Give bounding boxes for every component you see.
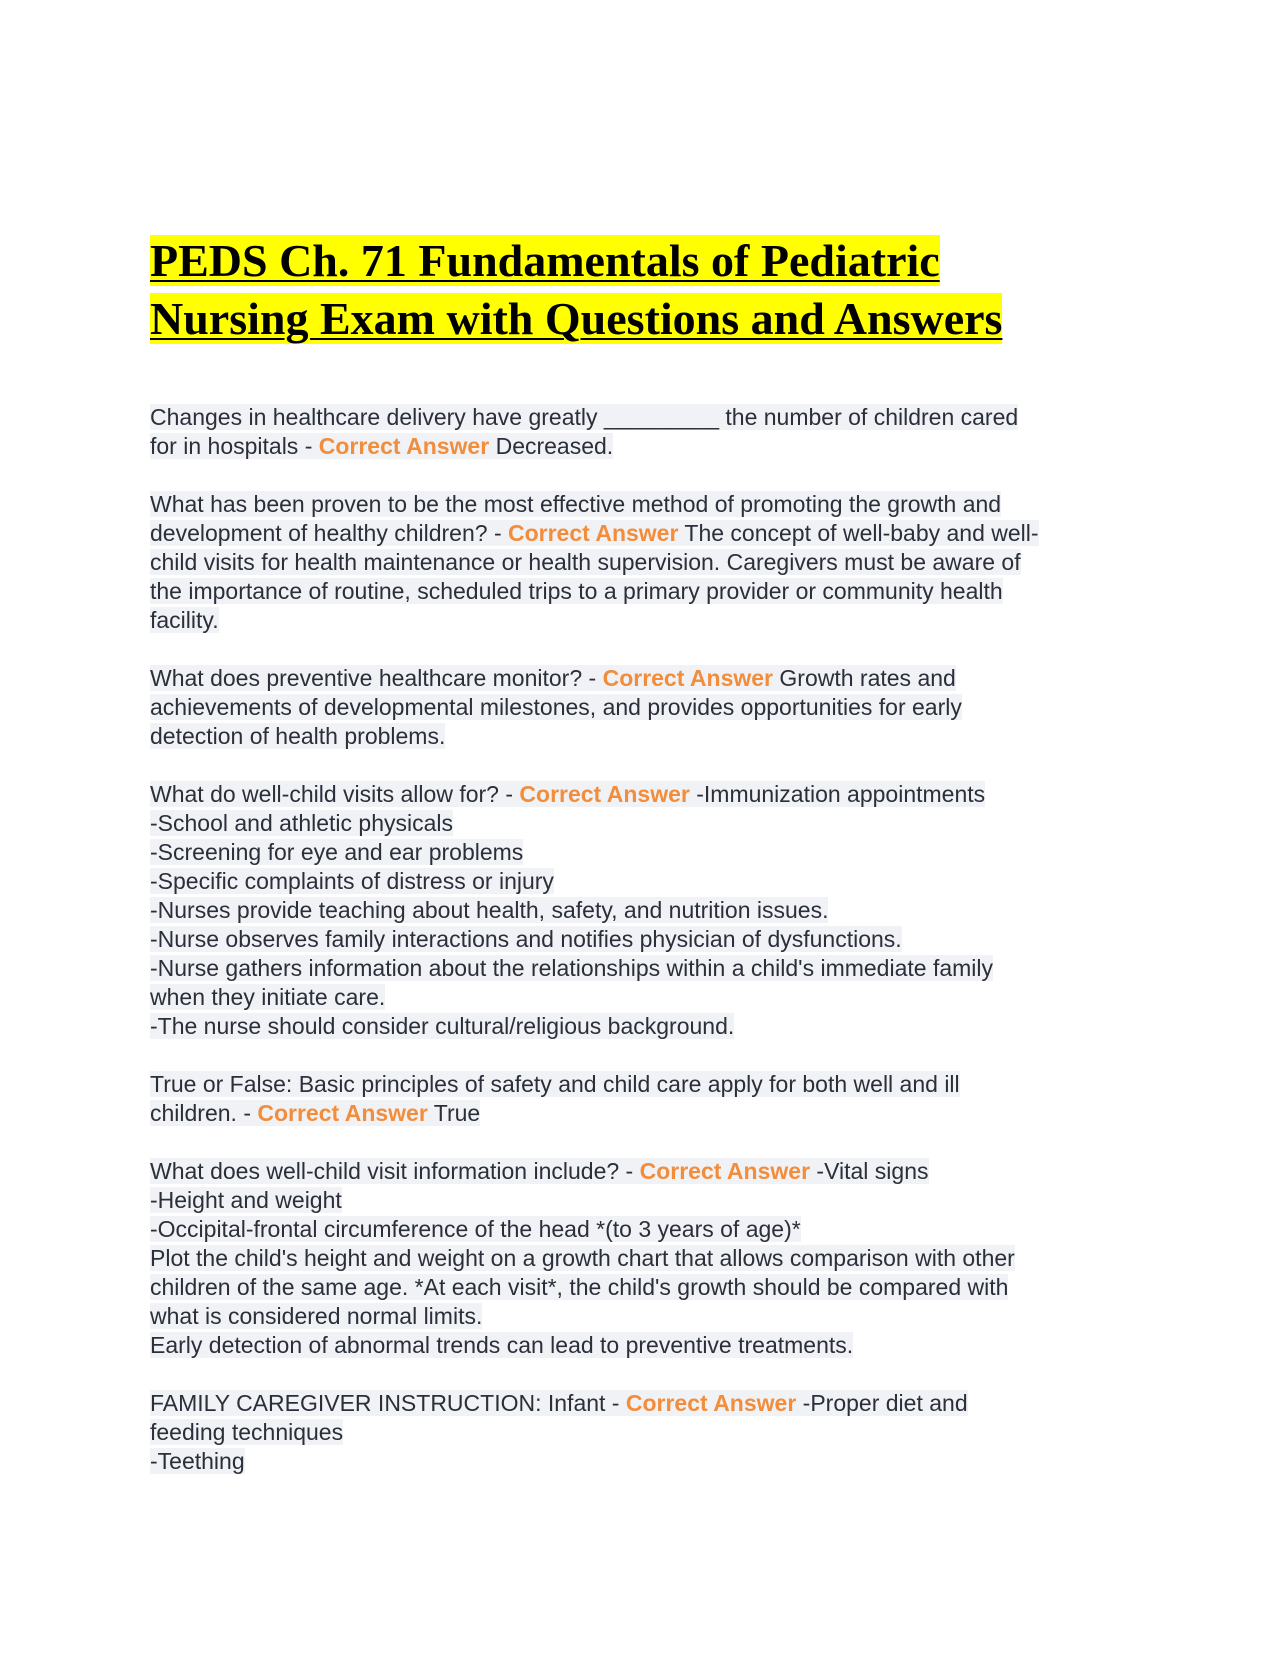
answer-text: -Nurse gathers information about the relationships within a child's immediate family	[150, 955, 994, 981]
answer-text: when they initiate care.	[150, 984, 386, 1010]
question-text: What does preventive healthcare monitor? -	[150, 665, 603, 691]
question-text: What has been proven to be the most effective method of promoting the growth and	[150, 491, 1002, 517]
qa-item	[150, 780, 1130, 1041]
qa-item	[150, 1389, 1130, 1476]
answer-text: -Proper diet and	[796, 1390, 968, 1416]
question-text: children. -	[150, 1100, 258, 1126]
question-text: for in hospitals -	[150, 433, 319, 459]
answer-text: Plot the child's height and weight on a growth chart that allows comparison with other	[150, 1245, 1015, 1271]
answer-text: -Vital signs	[810, 1158, 929, 1184]
question-text: What do well-child visits allow for? -	[150, 781, 520, 807]
document-page	[150, 232, 1130, 1505]
question-text: development of healthy children? -	[150, 520, 508, 546]
question-text: True or False: Basic principles of safety and child care apply for both well and ill	[150, 1071, 960, 1097]
answer-text: facility.	[150, 607, 219, 633]
page-title	[150, 232, 1130, 348]
qa-item	[150, 1157, 1130, 1360]
answer-text: child visits for health maintenance or health supervision. Caregivers must be aware of	[150, 549, 1021, 575]
correct-answer-label: Correct Answer	[508, 520, 679, 546]
correct-answer-label: Correct Answer	[602, 665, 774, 691]
answer-text: Decreased.	[489, 433, 614, 459]
answer-text: -Nurses provide teaching about health, safety, and nutrition issues.	[150, 897, 829, 923]
answer-text: -Teething	[150, 1448, 245, 1474]
answer-text: True	[427, 1100, 481, 1126]
title-line-1: PEDS Ch. 71 Fundamentals of Pediatric	[150, 235, 940, 286]
qa-item	[150, 1070, 1130, 1128]
question-text: What does well-child visit information include? -	[150, 1158, 640, 1184]
answer-text: children of the same age. *At each visit*, the child's growth should be compared with	[150, 1274, 1009, 1300]
correct-answer-label: Correct Answer	[625, 1390, 797, 1416]
title-line-2: Nursing Exam with Questions and Answers	[150, 293, 1003, 344]
question-text: Changes in healthcare delivery have greatly _________ the number of children cared	[150, 404, 1019, 430]
answer-text: -Height and weight	[150, 1187, 342, 1213]
answer-text: -Occipital-frontal circumference of the head *(to 3 years of age)*	[150, 1216, 801, 1242]
answer-text: what is considered normal limits.	[150, 1303, 483, 1329]
correct-answer-label: Correct Answer	[257, 1100, 428, 1126]
answer-text: The concept of well-baby and well-	[678, 520, 1039, 546]
answer-text: -Nurse observes family interactions and notifies physician of dysfunctions.	[150, 926, 902, 952]
answer-text: Early detection of abnormal trends can lead to preventive treatments.	[150, 1332, 854, 1358]
correct-answer-label: Correct Answer	[519, 781, 690, 807]
correct-answer-label: Correct Answer	[318, 433, 490, 459]
qa-item	[150, 403, 1130, 461]
answer-text: -Specific complaints of distress or injury	[150, 868, 554, 894]
answer-text: -The nurse should consider cultural/religious background.	[150, 1013, 735, 1039]
question-text: FAMILY CAREGIVER INSTRUCTION: Infant -	[150, 1390, 626, 1416]
answer-text: feeding techniques	[150, 1419, 344, 1445]
qa-item	[150, 664, 1130, 751]
answer-text: -Immunization appointments	[689, 781, 986, 807]
answer-text: detection of health problems.	[150, 723, 446, 749]
answer-text: -Screening for eye and ear problems	[150, 839, 524, 865]
answer-text: achievements of developmental milestones, and provides opportunities for early	[150, 694, 962, 720]
qa-item	[150, 490, 1130, 635]
answer-text: the importance of routine, scheduled trips to a primary provider or community health	[150, 578, 1003, 604]
answer-text: -School and athletic physicals	[150, 810, 453, 836]
correct-answer-label: Correct Answer	[639, 1158, 811, 1184]
answer-text: Growth rates and	[773, 665, 956, 691]
